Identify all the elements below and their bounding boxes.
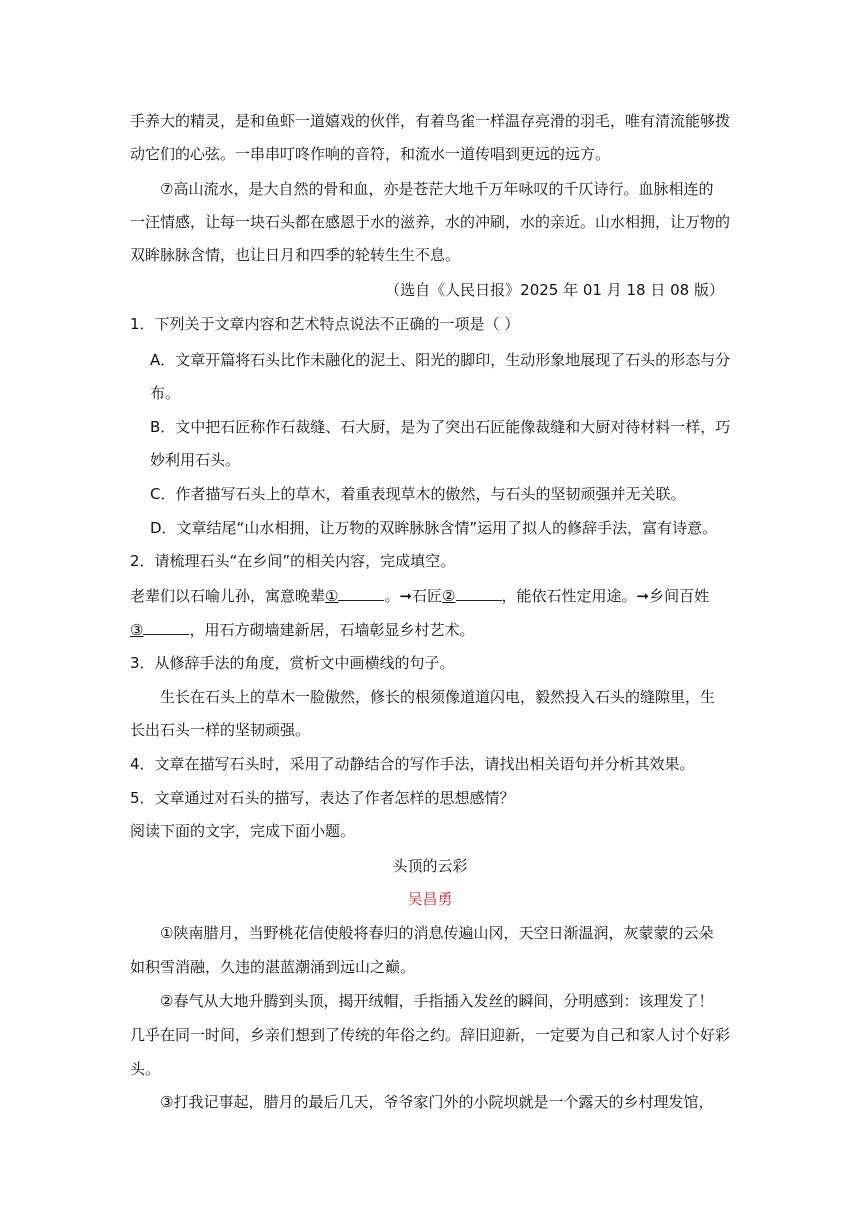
q1-option-a-line2: 布。 bbox=[150, 384, 181, 402]
passage2-p1-line2: 如积雪消融，久违的湛蓝潮涌到远山之巅。 bbox=[130, 958, 416, 976]
q1-option-b-line2: 妙利用石头。 bbox=[150, 451, 241, 469]
source-citation: （选自《人民日报》2025 年 01 月 18 日 08 版） bbox=[385, 281, 724, 299]
passage1-p7-line1: ⑦高山流水，是大自然的骨和血，亦是苍茫大地千万年咏叹的千仄诗行。血脉相连的 bbox=[160, 180, 714, 198]
q1-option-d: D．文章结尾“山水相拥，让万物的双眸脉脉含情”运用了拟人的修辞手法，富有诗意。 bbox=[150, 519, 718, 537]
passage2-p2-line1: ②春气从大地升腾到头顶，揭开绒帽，手指插入发丝的瞬间，分明感到：该理发了！ bbox=[160, 992, 714, 1010]
passage2-p3-line1: ③打我记事起，腊月的最后几天，爷爷家门外的小院坝就是一个露天的乡村理发馆， bbox=[160, 1093, 714, 1111]
q2-text-b: 。➞石匠 bbox=[384, 587, 443, 605]
question-5: 5．文章通过对石头的描写，表达了作者怎样的思想感情？ bbox=[130, 789, 515, 807]
passage1-p6-line1: 手养大的精灵，是和鱼虾一道嬉戏的伙伴，有着鸟雀一样温存亮滑的羽毛，唯有清流能够拨 bbox=[130, 112, 731, 130]
q2-blank-2-line bbox=[456, 584, 502, 601]
passage1-p7-line3: 双眸脉脉含情，也让日月和四季的轮转生生不息。 bbox=[130, 246, 461, 264]
q2-blank-2[interactable] bbox=[442, 587, 501, 605]
passage2-p2-line2: 几乎在同一时间，乡亲们想到了传统的年俗之约。辞旧迎新，一定要为自己和家人讨个好彩 bbox=[130, 1026, 731, 1044]
question-2: 2．请梳理石头“在乡间”的相关内容，完成填空。 bbox=[130, 552, 456, 570]
q2-blank-3-mark: ③ bbox=[130, 621, 144, 639]
passage2-p1-line1: ①陕南腊月，当野桃花信使般将春归的消息传遍山冈，天空日渐温润，灰蒙蒙的云朵 bbox=[160, 924, 714, 942]
passage1-p6-line2: 动它们的心弦。一串串叮咚作响的音符，和流水一道传唱到更远的远方。 bbox=[130, 145, 611, 163]
q2-blank-1-line bbox=[338, 584, 384, 601]
q2-text-a: 老辈们以石喻儿孙，寓意晚辈 bbox=[130, 587, 326, 605]
q1-option-b-line1: B．文中把石匠称作石裁缝、石大厨，是为了突出石匠能像裁缝和大厨对待材料一样，巧 bbox=[150, 418, 731, 436]
q2-blank-2-mark: ② bbox=[442, 587, 456, 605]
passage2-intro: 阅读下面的文字，完成下面小题。 bbox=[130, 822, 356, 840]
q2-blank-1[interactable] bbox=[325, 587, 384, 605]
q2-text-c: ，能依石性定用途。➞乡间百姓 bbox=[501, 587, 710, 605]
q1-option-a-line1: A．文章开篇将石头比作未融化的泥土、阳光的脚印，生动形象地展现了石头的形态与分 bbox=[150, 351, 731, 369]
q2-blank-3-line bbox=[143, 618, 189, 635]
passage2-author: 吴昌勇 bbox=[407, 890, 453, 908]
q1-option-c: C．作者描写石头上的草木，着重表现草木的傲然，与石头的坚韧顽强并无关联。 bbox=[150, 485, 686, 503]
q2-text-d: ，用石方砌墙建新居，石墙彰显乡村艺术。 bbox=[189, 621, 475, 639]
question-4: 4．文章在描写石头时，采用了动静结合的写作手法，请找出相关语句并分析其效果。 bbox=[130, 755, 695, 773]
q2-blank-1-mark: ① bbox=[325, 587, 339, 605]
q2-fill-line1 bbox=[130, 584, 709, 607]
q2-fill-line2 bbox=[130, 618, 474, 641]
q3-quote-line1: 生长在石头上的草木一脸傲然，修长的根须像道道闪电，毅然投入石头的缝隙里，生 bbox=[160, 688, 716, 706]
q3-quote-line2: 长出石头一样的坚韧顽强。 bbox=[130, 721, 311, 739]
question-1: 1．下列关于文章内容和艺术特点说法不正确的一项是（ ） bbox=[130, 315, 520, 333]
passage1-p7-line2: 一汪情感，让每一块石头都在感恩于水的滋养，水的冲刷，水的亲近。山水相拥，让万物的 bbox=[130, 213, 731, 231]
passage2-p2-line3: 头。 bbox=[130, 1060, 161, 1078]
passage2-title: 头顶的云彩 bbox=[392, 857, 468, 875]
question-3: 3．从修辞手法的角度，赏析文中画横线的句子。 bbox=[130, 654, 455, 672]
q2-blank-3[interactable] bbox=[130, 621, 189, 639]
